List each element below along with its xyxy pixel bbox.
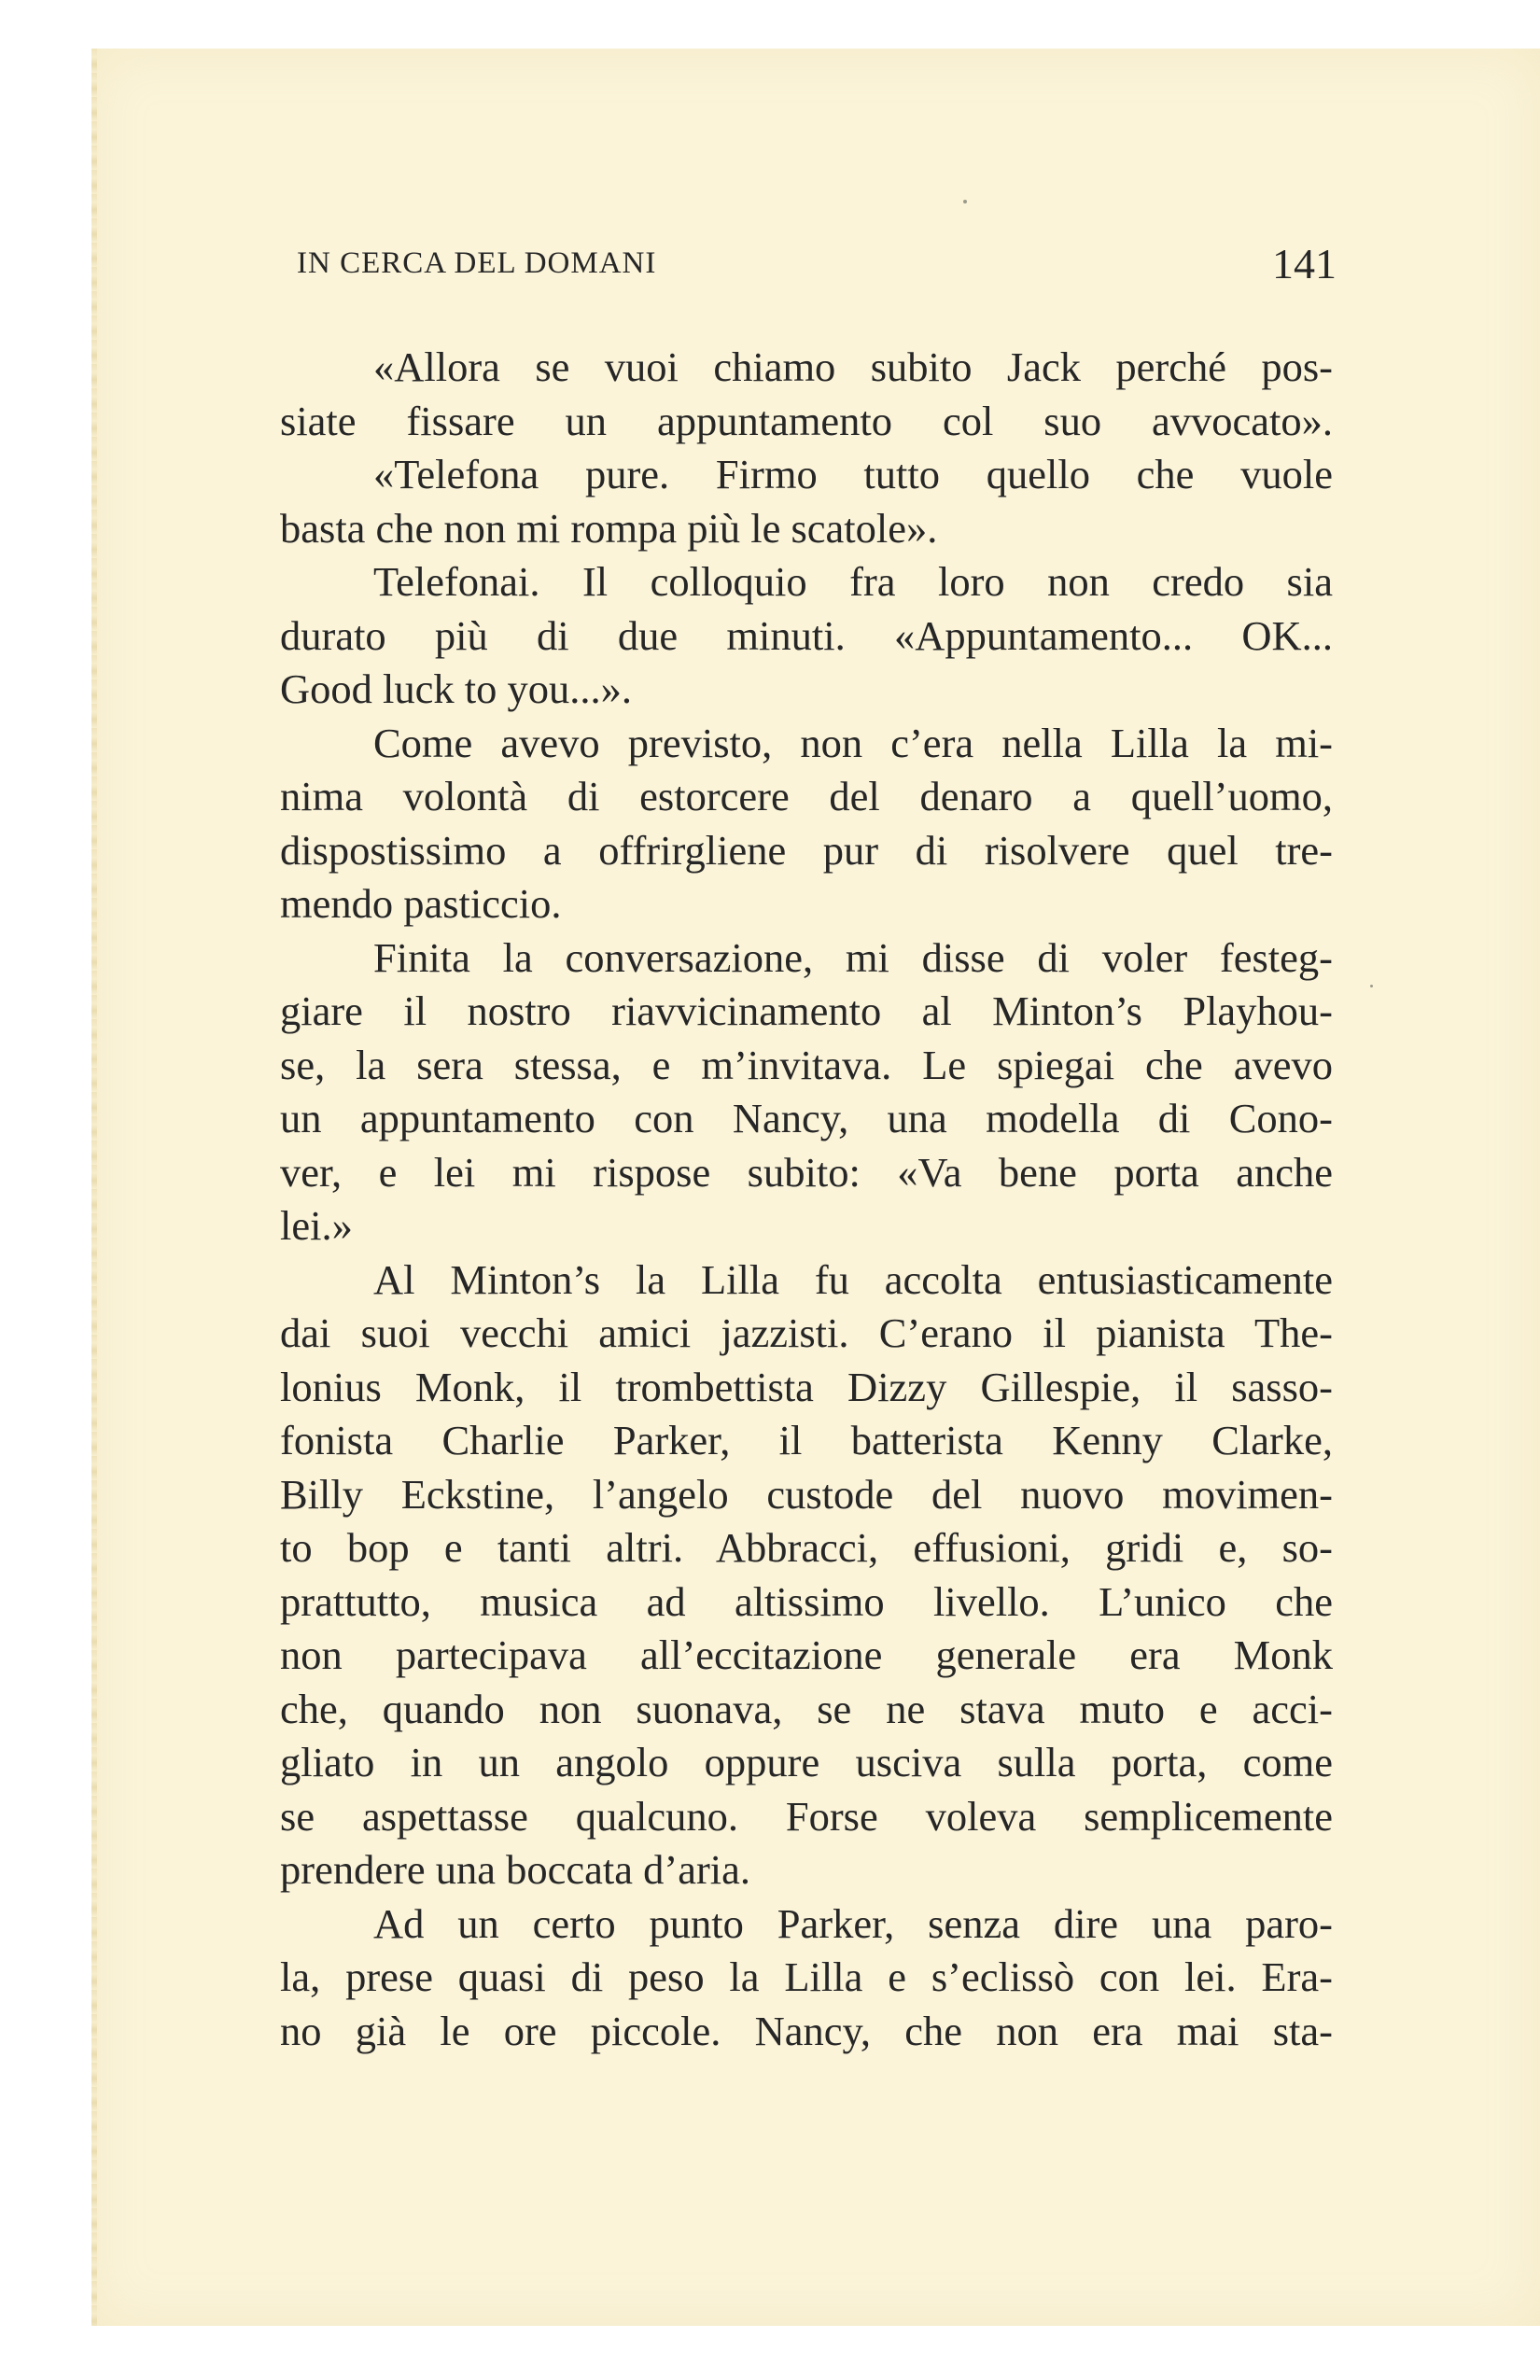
text-line: Al Minton’s la Lilla fu accolta entusiasticamente bbox=[373, 1255, 1333, 1303]
text-line: gliato in un angolo oppure usciva sulla porta, come bbox=[280, 1739, 1333, 1785]
text-line: Billy Eckstine, l’angelo custode del nuovo movimen- bbox=[280, 1470, 1333, 1518]
text-line: la, prese quasi di peso la Lilla e s’eclissò con lei. Era- bbox=[280, 1953, 1333, 2000]
text-line: Come avevo previsto, non c’era nella Lilla la mi- bbox=[373, 719, 1333, 766]
text-line: siate fissare un appuntamento col suo avvocato». bbox=[280, 397, 1333, 444]
page-number: 141 bbox=[1272, 240, 1337, 287]
text-line: Good luck to you...». bbox=[280, 665, 632, 712]
text-line: non partecipava all’eccitazione generale era Monk bbox=[280, 1631, 1333, 1678]
text-line: durato più di due minuti. «Appuntamento... OK... bbox=[280, 611, 1333, 659]
text-line: basta che non mi rompa più le scatole». bbox=[280, 504, 938, 552]
text-line: se, la sera stessa, e m’invitava. Le spiegai che avevo bbox=[280, 1041, 1333, 1088]
text-line: fonista Charlie Parker, il batterista Kenny Clarke, bbox=[280, 1417, 1333, 1463]
text-line: to bop e tanti altri. Abbracci, effusioni, gridi e, so- bbox=[280, 1524, 1333, 1571]
text-line: «Allora se vuoi chiamo subito Jack perché pos- bbox=[373, 343, 1333, 390]
text-line: Telefonai. Il colloquio fra loro non credo sia bbox=[373, 558, 1333, 605]
text-line: lei.» bbox=[280, 1202, 353, 1249]
text-line: Ad un certo punto Parker, senza dire una paro- bbox=[373, 1899, 1333, 1947]
text-line: mendo pasticcio. bbox=[280, 880, 562, 927]
text-line: prattutto, musica ad altissimo livello. L’unico che bbox=[280, 1577, 1333, 1625]
running-header bbox=[297, 239, 1337, 286]
dust-speck bbox=[1370, 985, 1373, 987]
text-line: giare il nostro riavvicinamento al Minton’s Playhou- bbox=[280, 987, 1333, 1034]
text-line: se aspettasse qualcuno. Forse voleva semplicemente bbox=[280, 1792, 1333, 1840]
text-line: dai suoi vecchi amici jazzisti. C’erano il pianista The- bbox=[280, 1309, 1333, 1356]
text-line: un appuntamento con Nancy, una modella di Cono- bbox=[280, 1095, 1333, 1141]
text-line: «Telefona pure. Firmo tutto quello che vuole bbox=[373, 451, 1333, 497]
body-text bbox=[280, 341, 1333, 2058]
text-line: Finita la conversazione, mi disse di voler festeg- bbox=[373, 933, 1333, 981]
paper-left-edge bbox=[91, 49, 97, 2326]
text-line: dispostissimo a offrirgliene pur di risolvere quel tre- bbox=[280, 826, 1333, 874]
text-line: nima volontà di estorcere del denaro a quell’uomo, bbox=[280, 773, 1333, 819]
text-line: ver, e lei mi rispose subito: «Va bene porta anche bbox=[280, 1148, 1333, 1196]
text-line: lonius Monk, il trombettista Dizzy Gillespie, il sasso- bbox=[280, 1363, 1333, 1410]
dust-speck bbox=[963, 200, 967, 203]
running-title: IN CERCA DEL DOMANI bbox=[297, 246, 657, 280]
text-line: che, quando non suonava, se ne stava muto e acci- bbox=[280, 1685, 1333, 1732]
text-line: no già le ore piccole. Nancy, che non era mai sta- bbox=[280, 2007, 1333, 2054]
text-line: prendere una boccata d’aria. bbox=[280, 1846, 751, 1893]
